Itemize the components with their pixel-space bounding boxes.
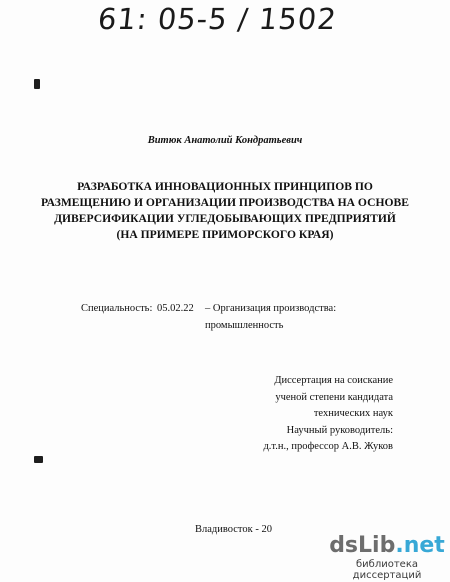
dslib-logo-suffix: .net — [395, 533, 445, 558]
dissertation-title — [0, 179, 450, 243]
scan-mark-top — [34, 79, 40, 89]
info-line-2: ученой степени кандидата — [275, 391, 393, 403]
manuscript-number: 61: 05-5 / 1502 — [96, 2, 339, 36]
info-line-4: Научный руководитель: — [286, 424, 393, 436]
dissertation-info — [263, 373, 393, 456]
specialty-name-continued: промышленность — [205, 320, 284, 331]
city-year: Владивосток - 20 — [195, 524, 272, 535]
title-line-1: РАЗРАБОТКА ИННОВАЦИОННЫХ ПРИНЦИПОВ ПО — [77, 180, 373, 193]
scan-mark-bottom — [34, 456, 43, 463]
title-line-4: (НА ПРИМЕРЕ ПРИМОРСКОГО КРАЯ) — [116, 228, 334, 241]
info-line-3: технических наук — [313, 408, 393, 420]
title-line-3: ДИВЕРСИФИКАЦИИ УГЛЕДОБЫВАЮЩИХ ПРЕДПРИЯТИЙ — [54, 212, 396, 225]
dslib-tagline: библиотека диссертаций — [352, 559, 422, 581]
author-name: Витюк Анатолий Кондратьевич — [147, 135, 303, 146]
info-line-1: Диссертация на соискание — [274, 375, 393, 386]
info-line-5: д.т.н., профессор А.В. Жуков — [263, 441, 393, 453]
specialty-code: 05.02.22 — [157, 303, 194, 314]
specialty-name: – Организация производства: — [205, 303, 337, 314]
dslib-logo-main: dsLib — [329, 533, 396, 558]
title-line-2: РАЗМЕЩЕНИЮ И ОРГАНИЗАЦИИ ПРОИЗВОДСТВА НА ОСНОВЕ — [41, 196, 409, 209]
dslib-logo — [327, 534, 447, 558]
specialty-label: Специальность: — [81, 303, 153, 314]
dslib-watermark[interactable] — [327, 534, 447, 581]
